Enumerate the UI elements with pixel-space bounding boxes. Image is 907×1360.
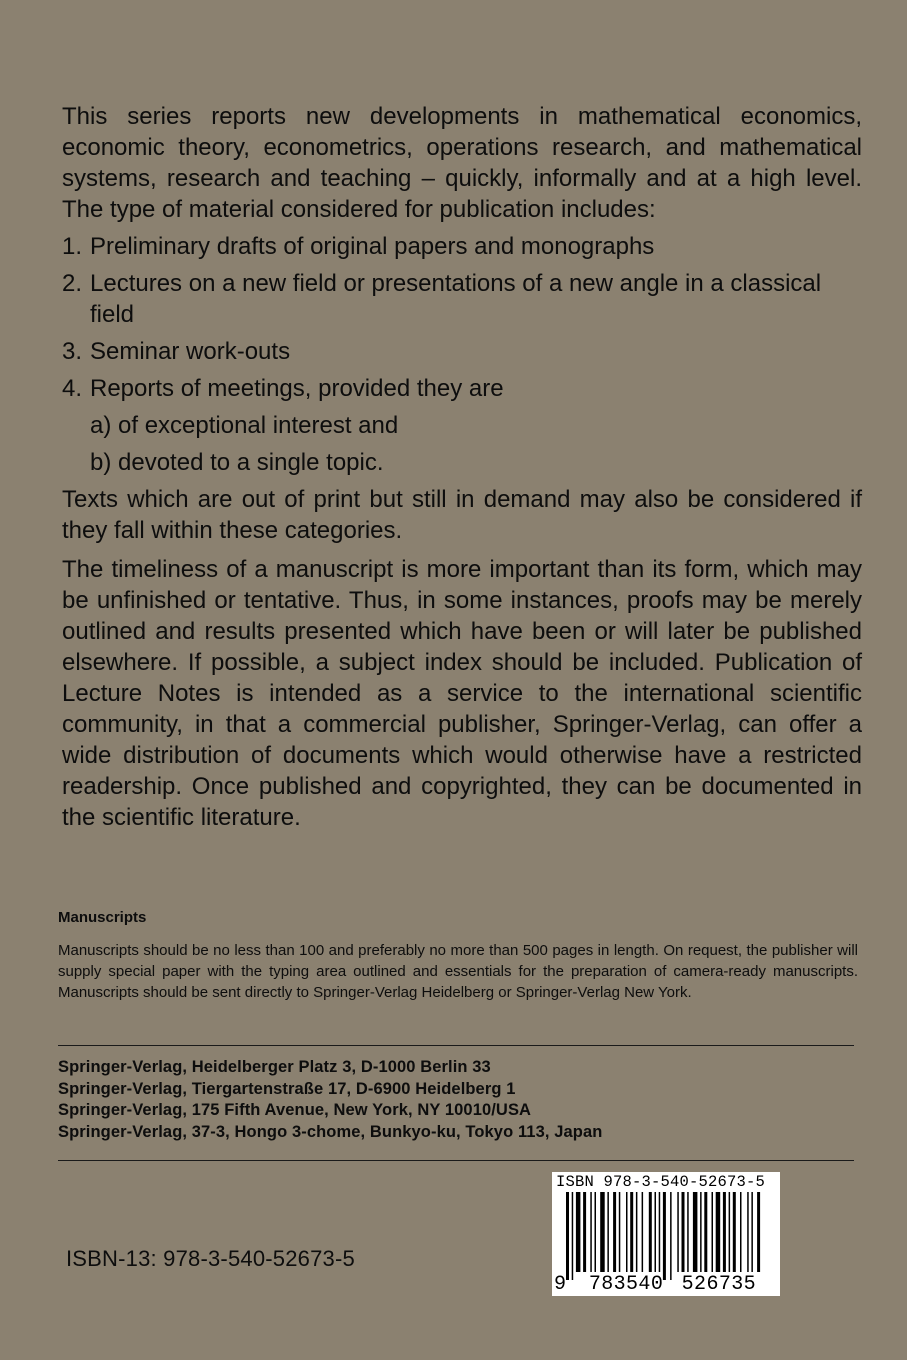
barcode-bar: [659, 1192, 661, 1272]
barcode-bar: [729, 1192, 731, 1272]
list-text: Preliminary drafts of original papers and monographs: [90, 233, 655, 260]
list-number: 3.: [62, 338, 83, 365]
barcode-bar: [687, 1192, 689, 1272]
list-text: Reports of meetings, provided they are: [90, 375, 504, 402]
barcode-bar: [716, 1192, 721, 1272]
barcode-bar: [613, 1192, 616, 1272]
address-line: Springer-Verlag, 175 Fifth Avenue, New York, NY 10010/USA: [58, 1101, 532, 1119]
barcode-bar: [700, 1192, 702, 1272]
barcode-bar: [583, 1192, 586, 1272]
manuscripts-text: Manuscripts should be no less than 100 and preferably no more than 500 pages in length. On request, the publisher will supply special paper with the typing area outlined and essentials for the preparation of camera-ready manuscripts. Manuscripts should be sent directly to Springer-Verlag Heidelberg or Springer-Verlag New York.: [58, 942, 858, 1001]
series-description: [62, 101, 862, 833]
barcode-bar: [655, 1192, 657, 1272]
barcode-bar: [600, 1192, 605, 1272]
barcode-bar: [636, 1192, 638, 1272]
manuscripts-heading: Manuscripts: [58, 909, 147, 926]
list-item: [62, 373, 862, 478]
barcode-bar: [740, 1192, 742, 1272]
barcode-bar: [747, 1192, 749, 1272]
barcode-bar: [576, 1192, 581, 1272]
list-text: Seminar work-outs: [90, 338, 291, 365]
barcode-bar: [712, 1192, 714, 1272]
list-text: Lectures on a new field or presentations of a new angle in a classical field: [90, 270, 822, 328]
publisher-addresses: [58, 1057, 848, 1143]
out-of-print-paragraph: Texts which are out of print but still in demand may also be considered if they fall within these categories.: [62, 486, 862, 544]
address-line: Springer-Verlag, 37-3, Hongo 3-chome, Bunkyo-ku, Tokyo 113, Japan: [58, 1122, 603, 1141]
barcode-bar: [626, 1192, 628, 1272]
address-line: Springer-Verlag, Heidelberger Platz 3, D-1000 Berlin 33: [58, 1058, 491, 1076]
barcode-bar: [757, 1192, 760, 1272]
barcode-bar: [595, 1192, 597, 1272]
meeting-criteria-list: [90, 410, 862, 478]
sublist-item: a) of exceptional interest and: [90, 412, 399, 439]
barcode-bar: [704, 1192, 707, 1272]
barcode-digits-group1: 783540: [588, 1273, 664, 1296]
barcode-bar: [693, 1192, 698, 1272]
barcode-bar: [723, 1192, 726, 1272]
barcode-bar: [733, 1192, 736, 1272]
list-number: 4.: [62, 375, 83, 402]
barcode-bar: [572, 1192, 574, 1280]
barcode-digits: [554, 1273, 778, 1296]
intro-paragraph: This series reports new developments in mathematical economics, economic theory, econometrics, operations research, and mathematical systems, research and teaching – quickly, informally and at a high level. The type of material considered for publication includes:: [62, 103, 862, 223]
barcode-bar: [630, 1192, 633, 1272]
list-item: [62, 231, 862, 262]
isbn-13-label: ISBN-13: 978-3-540-52673-5: [66, 1246, 355, 1271]
barcode-bar: [619, 1192, 621, 1272]
list-number: 1.: [62, 233, 83, 260]
list-item: [62, 336, 862, 367]
barcode-bar: [677, 1192, 679, 1272]
barcode-bar: [566, 1192, 569, 1280]
barcode-digit-first: 9: [554, 1273, 567, 1296]
barcode-bar: [649, 1192, 652, 1272]
list-number: 2.: [62, 270, 83, 297]
sublist-item: b) devoted to a single topic.: [90, 449, 384, 476]
barcode-bar: [663, 1192, 666, 1280]
barcode-isbn-text: ISBN 978-3-540-52673-5: [556, 1173, 766, 1191]
barcode-bar: [607, 1192, 609, 1272]
divider-bottom: [58, 1160, 854, 1161]
manuscripts-section: [58, 907, 858, 1003]
barcode-digits-group2: 526735: [681, 1273, 757, 1296]
material-list: [62, 231, 862, 478]
divider-top: [58, 1045, 854, 1046]
barcode-bar: [751, 1192, 753, 1272]
barcode-bar: [642, 1192, 644, 1272]
barcode-bar: [590, 1192, 592, 1272]
barcode-label: [552, 1172, 780, 1296]
address-line: Springer-Verlag, Tiergartenstraße 17, D-6900 Heidelberg 1: [58, 1079, 516, 1098]
list-item: [62, 268, 862, 330]
timeliness-paragraph: The timeliness of a manuscript is more important than its form, which may be unfinished or tentative. Thus, in some instances, proofs may be merely outlined and results presented which have been or will later be published elsewhere. If possible, a subject index should be included. Publication of Lecture Notes is intended as a service to the international scientific community, in that a commercial publisher, Springer-Verlag, can offer a wide distribution of documents which would otherwise have a restricted readership. Once published and copyrighted, they can be documented in the scientific literature.: [62, 556, 862, 831]
barcode-bar: [682, 1192, 685, 1272]
barcode-bar: [670, 1192, 672, 1280]
